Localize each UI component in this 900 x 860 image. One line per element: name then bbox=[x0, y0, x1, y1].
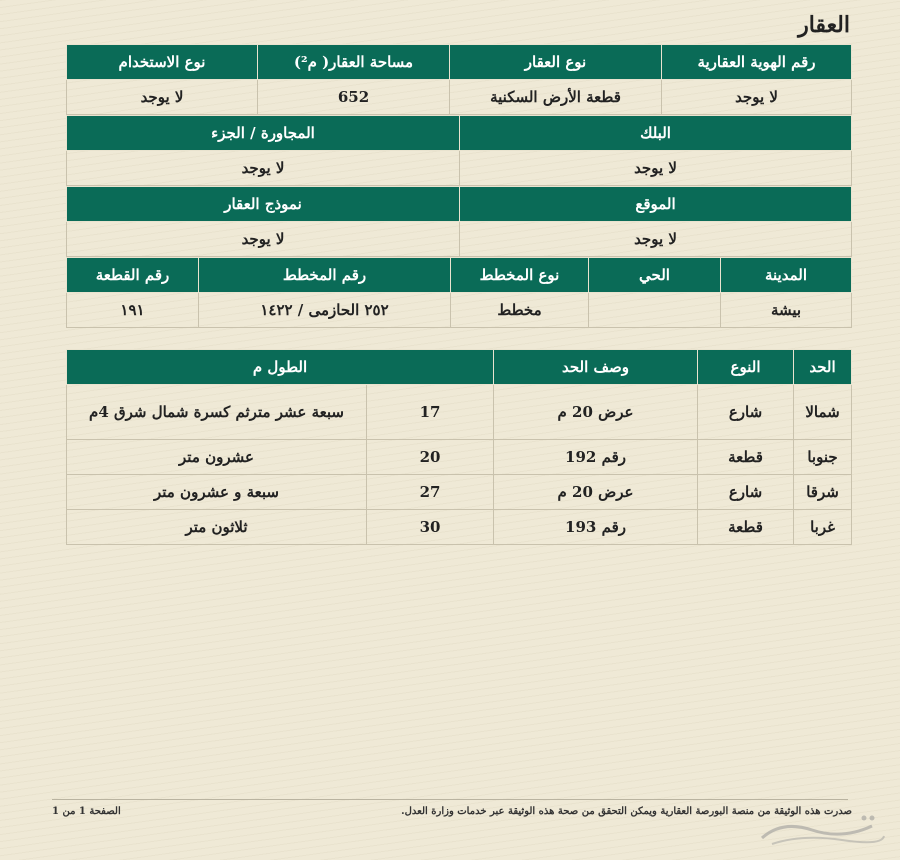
table-header-row bbox=[67, 350, 852, 385]
value-plan-number: ٢٥٢ الحازمى / ١٤٢٢ bbox=[199, 293, 451, 328]
boundary-side: شمالا bbox=[794, 385, 852, 440]
header-boundary-desc: وصف الحد bbox=[494, 350, 698, 385]
boundary-length-text: عشرون متر bbox=[67, 440, 367, 475]
location-table bbox=[66, 186, 852, 257]
table-row bbox=[67, 385, 852, 440]
boundary-desc: رقم 193 bbox=[494, 510, 698, 545]
header-property-model: نموذج العقار bbox=[67, 187, 460, 222]
boundary-length-text: ثلاثون متر bbox=[67, 510, 367, 545]
table-row bbox=[67, 475, 852, 510]
value-location: لا يوجد bbox=[460, 222, 852, 257]
boundary-length: 30 bbox=[367, 510, 494, 545]
table-header-row bbox=[67, 116, 852, 151]
value-block: لا يوجد bbox=[460, 151, 852, 186]
header-length: الطول م bbox=[67, 350, 494, 385]
table-row bbox=[67, 440, 852, 475]
table-row bbox=[67, 510, 852, 545]
boundary-length-text: سبعة و عشرون متر bbox=[67, 475, 367, 510]
value-plot-number: ١٩١ bbox=[67, 293, 199, 328]
footer-note: صدرت هذه الوثيقة من منصة البورصة العقارية ويمكن التحقق من صحة هذه الوثيقة عبر خدمات وزارة العدل. bbox=[401, 806, 852, 817]
header-plot-number: رقم القطعة bbox=[67, 258, 199, 293]
table-row bbox=[67, 293, 852, 328]
boundary-side: شرقا bbox=[794, 475, 852, 510]
value-property-model: لا يوجد bbox=[67, 222, 460, 257]
haraj-logo-icon bbox=[752, 800, 892, 856]
value-plan-type: مخطط bbox=[451, 293, 589, 328]
header-neighborhood-part: المجاورة / الجزء bbox=[67, 116, 460, 151]
page-number: الصفحة 1 من 1 bbox=[52, 806, 121, 817]
header-property-type: نوع العقار bbox=[450, 45, 662, 80]
table-row bbox=[67, 222, 852, 257]
header-district: الحي bbox=[589, 258, 721, 293]
header-plan-number: رقم المخطط bbox=[199, 258, 451, 293]
header-block: البلك bbox=[460, 116, 852, 151]
boundary-type: قطعة bbox=[698, 510, 794, 545]
value-property-area: 652 bbox=[258, 80, 450, 115]
footer-divider bbox=[52, 799, 848, 800]
boundary-length: 20 bbox=[367, 440, 494, 475]
header-plan-type: نوع المخطط bbox=[451, 258, 589, 293]
header-property-area: مساحة العقار( م²) bbox=[258, 45, 450, 80]
boundary-desc: عرض 20 م bbox=[494, 475, 698, 510]
value-neighborhood-part: لا يوجد bbox=[67, 151, 460, 186]
haraj-watermark-logo bbox=[752, 800, 892, 856]
value-property-type: قطعة الأرض السكنية bbox=[450, 80, 662, 115]
plan-table bbox=[66, 257, 852, 328]
boundary-desc: عرض 20 م bbox=[494, 385, 698, 440]
boundary-side: جنوبا bbox=[794, 440, 852, 475]
property-info-table bbox=[66, 44, 852, 115]
value-property-id: لا يوجد bbox=[662, 80, 852, 115]
value-usage-type: لا يوجد bbox=[67, 80, 258, 115]
header-city: المدينة bbox=[721, 258, 852, 293]
table-header-row bbox=[67, 258, 852, 293]
boundary-length: 17 bbox=[367, 385, 494, 440]
section-title: العقار bbox=[798, 12, 850, 38]
header-usage-type: نوع الاستخدام bbox=[67, 45, 258, 80]
table-row bbox=[67, 151, 852, 186]
header-boundary-type: النوع bbox=[698, 350, 794, 385]
table-row bbox=[67, 80, 852, 115]
table-header-row bbox=[67, 187, 852, 222]
value-city: بيشة bbox=[721, 293, 852, 328]
boundary-type: شارع bbox=[698, 475, 794, 510]
boundary-type: شارع bbox=[698, 385, 794, 440]
table-header-row bbox=[67, 45, 852, 80]
header-boundary: الحد bbox=[794, 350, 852, 385]
header-property-id: رقم الهوية العقارية bbox=[662, 45, 852, 80]
block-table bbox=[66, 115, 852, 186]
boundary-length-text: سبعة عشر مترثم كسرة شمال شرق 4م bbox=[67, 385, 367, 440]
boundary-side: غربا bbox=[794, 510, 852, 545]
boundary-length: 27 bbox=[367, 475, 494, 510]
header-location: الموقع bbox=[460, 187, 852, 222]
value-district bbox=[589, 293, 721, 328]
boundaries-table bbox=[66, 349, 852, 545]
boundary-type: قطعة bbox=[698, 440, 794, 475]
boundary-desc: رقم 192 bbox=[494, 440, 698, 475]
